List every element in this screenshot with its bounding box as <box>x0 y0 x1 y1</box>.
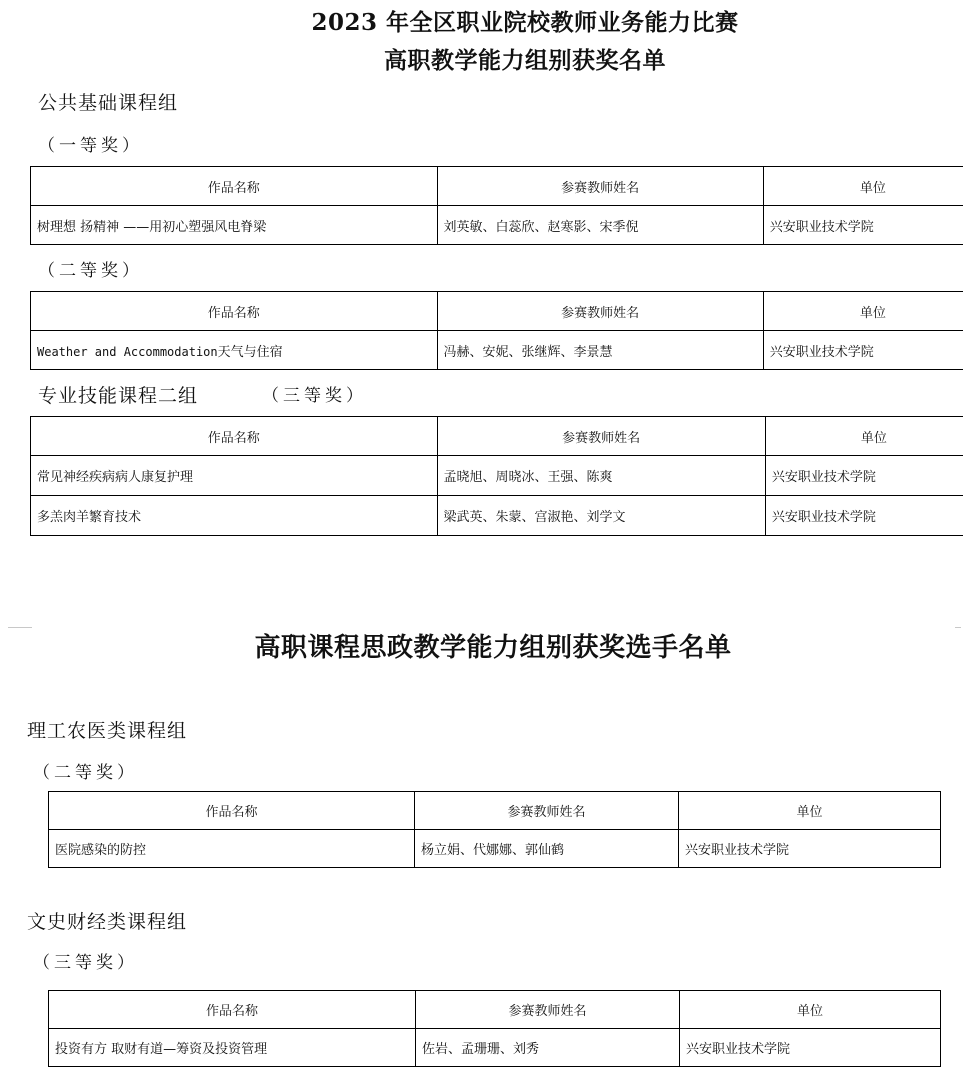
cell-unit: 兴安职业技术学院 <box>765 496 963 536</box>
header-unit: 单位 <box>763 167 963 206</box>
table-humanities-third <box>48 990 941 1067</box>
header-work: 作品名称 <box>49 991 416 1029</box>
cell-work: 常见神经疾病病人康复护理 <box>31 456 438 496</box>
header-teachers: 参赛教师姓名 <box>415 792 679 830</box>
header-work: 作品名称 <box>31 167 438 206</box>
cell-work-chinese: 天气与住宿 <box>217 344 283 360</box>
header-teachers: 参赛教师姓名 <box>437 292 763 331</box>
header-unit: 单位 <box>679 792 941 830</box>
cell-work: 投资有方 取财有道—筹资及投资管理 <box>49 1029 416 1067</box>
table-row <box>31 206 963 245</box>
table-header-row <box>49 792 941 830</box>
cell-teachers: 刘英敏、白蕊欣、赵寒影、宋季倪 <box>437 206 763 245</box>
header-teachers: 参赛教师姓名 <box>437 167 763 206</box>
table-science-second <box>48 791 941 868</box>
table-row <box>31 496 963 536</box>
table-header-row <box>49 991 941 1029</box>
table-row <box>31 456 963 496</box>
page-subtitle: 高职教学能力组别获奖名单 <box>384 47 666 74</box>
cell-teachers: 孟晓旭、周晓冰、王强、陈爽 <box>437 456 765 496</box>
cell-unit: 兴安职业技术学院 <box>763 331 963 370</box>
header-work: 作品名称 <box>31 292 438 331</box>
table-public-first <box>30 166 963 245</box>
cell-teachers: 梁武英、朱蒙、宫淑艳、刘学文 <box>437 496 765 536</box>
cell-work: 医院感染的防控 <box>49 830 415 868</box>
header-work: 作品名称 <box>49 792 415 830</box>
cell-work-english: Weather and Accommodation <box>37 344 218 359</box>
table-row <box>49 1029 941 1067</box>
header-teachers: 参赛教师姓名 <box>437 417 765 456</box>
award-third-label: （三等奖） <box>33 953 138 973</box>
cell-work: 树理想 扬精神 ——用初心塑强风电脊梁 <box>31 206 438 245</box>
table-header-row <box>31 292 963 331</box>
group-title-humanities: 文史财经类课程组 <box>27 911 188 933</box>
group-title-public: 公共基础课程组 <box>38 92 179 114</box>
header-teachers: 参赛教师姓名 <box>416 991 680 1029</box>
table-public-second <box>30 291 963 370</box>
cell-teachers: 佐岩、孟珊珊、刘秀 <box>416 1029 680 1067</box>
cell-work <box>31 331 438 370</box>
group-title-science: 理工农医类课程组 <box>27 720 188 742</box>
header-work: 作品名称 <box>31 417 438 456</box>
header-unit: 单位 <box>680 991 941 1029</box>
cell-unit: 兴安职业技术学院 <box>680 1029 941 1067</box>
table-row <box>31 331 963 370</box>
header-unit: 单位 <box>765 417 963 456</box>
cell-teachers: 冯赫、安妮、张继辉、李景慧 <box>437 331 763 370</box>
cell-unit: 兴安职业技术学院 <box>679 830 941 868</box>
table-professional-third <box>30 416 963 536</box>
award-second-label: （二等奖） <box>38 261 143 281</box>
page-title: 2023 年全区职业院校教师业务能力比赛 <box>311 9 739 36</box>
cell-unit: 兴安职业技术学院 <box>765 456 963 496</box>
header-unit: 单位 <box>763 292 963 331</box>
award-third-label: （三等奖） <box>262 386 367 406</box>
table-row <box>49 830 941 868</box>
cell-unit: 兴安职业技术学院 <box>763 206 963 245</box>
cell-work: 多羔肉羊繁育技术 <box>31 496 438 536</box>
table-header-row <box>31 417 963 456</box>
group-title-professional: 专业技能课程二组 <box>38 385 199 407</box>
table-header-row <box>31 167 963 206</box>
section2-title: 高职课程思政教学能力组别获奖选手名单 <box>254 633 732 663</box>
award-second-label: （二等奖） <box>33 763 138 783</box>
cell-teachers: 杨立娟、代娜娜、郭仙鹤 <box>415 830 679 868</box>
award-first-label: （一等奖） <box>38 136 143 156</box>
